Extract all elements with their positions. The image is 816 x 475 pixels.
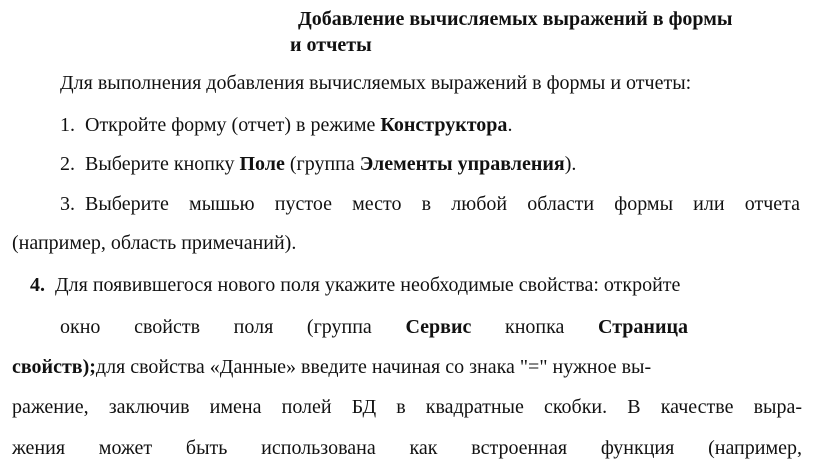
- step-4-number: 4.: [30, 274, 45, 296]
- step-2-bold-term-2: Элементы управления: [359, 153, 565, 175]
- step-3-line-2: (например, область примечаний).: [12, 232, 297, 254]
- step-3-text: Выберите мышью пустое место в любой области формы или отчета: [85, 193, 800, 215]
- intro-paragraph: Для выполнения добавления вычисляемых выражений в формы и отчеты:: [60, 72, 692, 94]
- step-1-bold-term: Конструктора: [380, 114, 508, 136]
- step-4-line-3-rest: для свойства «Данные» введите начиная со знака "=" нужное вы-: [95, 356, 652, 378]
- step-2-number: 2.: [60, 153, 75, 175]
- step-3-number: 3.: [60, 193, 75, 215]
- step-4-bold-page: Страница: [598, 316, 688, 338]
- page-title-line-2: и отчеты: [290, 34, 372, 56]
- step-4-bold-service: Сервис: [405, 316, 472, 338]
- step-3-line-1: [60, 192, 800, 216]
- step-2: [60, 152, 576, 176]
- step-2-text-middle: (группа: [284, 153, 360, 175]
- step-1-text-end: .: [507, 114, 513, 136]
- step-2-text: Выберите кнопку: [85, 153, 240, 175]
- step-4-word-button: кнопка: [504, 316, 565, 338]
- step-2-text-end: ).: [564, 153, 577, 175]
- step-2-bold-term-1: Поле: [239, 153, 285, 175]
- step-4-bold-properties: свойств);: [12, 356, 96, 378]
- step-4-line-1: Для появившегося нового поля укажите необходимые свойства: откройте: [55, 274, 681, 296]
- step-4-line-4: ражение, заключив имена полей БД в квадратные скобки. В качестве выра-: [12, 396, 802, 418]
- step-4-line-3-text: [12, 355, 802, 379]
- step-4: [30, 273, 680, 297]
- step-1-number: 1.: [60, 114, 75, 136]
- step-4-line-3: [12, 355, 802, 379]
- page-title-line-1: Добавление вычисляемых выражений в формы: [298, 8, 733, 30]
- step-4-word-3: поля: [233, 316, 274, 338]
- step-4-line-5: жения может быть использована как встроенная функция (например,: [12, 437, 802, 459]
- step-4-word-2: свойств: [134, 316, 201, 338]
- step-4-word-4: (группа: [306, 316, 372, 338]
- step-4-line-2: [60, 315, 688, 339]
- step-1: [60, 113, 512, 137]
- step-1-text: Откройте форму (отчет) в режиме: [85, 114, 381, 136]
- step-4-word-1: окно: [60, 316, 101, 338]
